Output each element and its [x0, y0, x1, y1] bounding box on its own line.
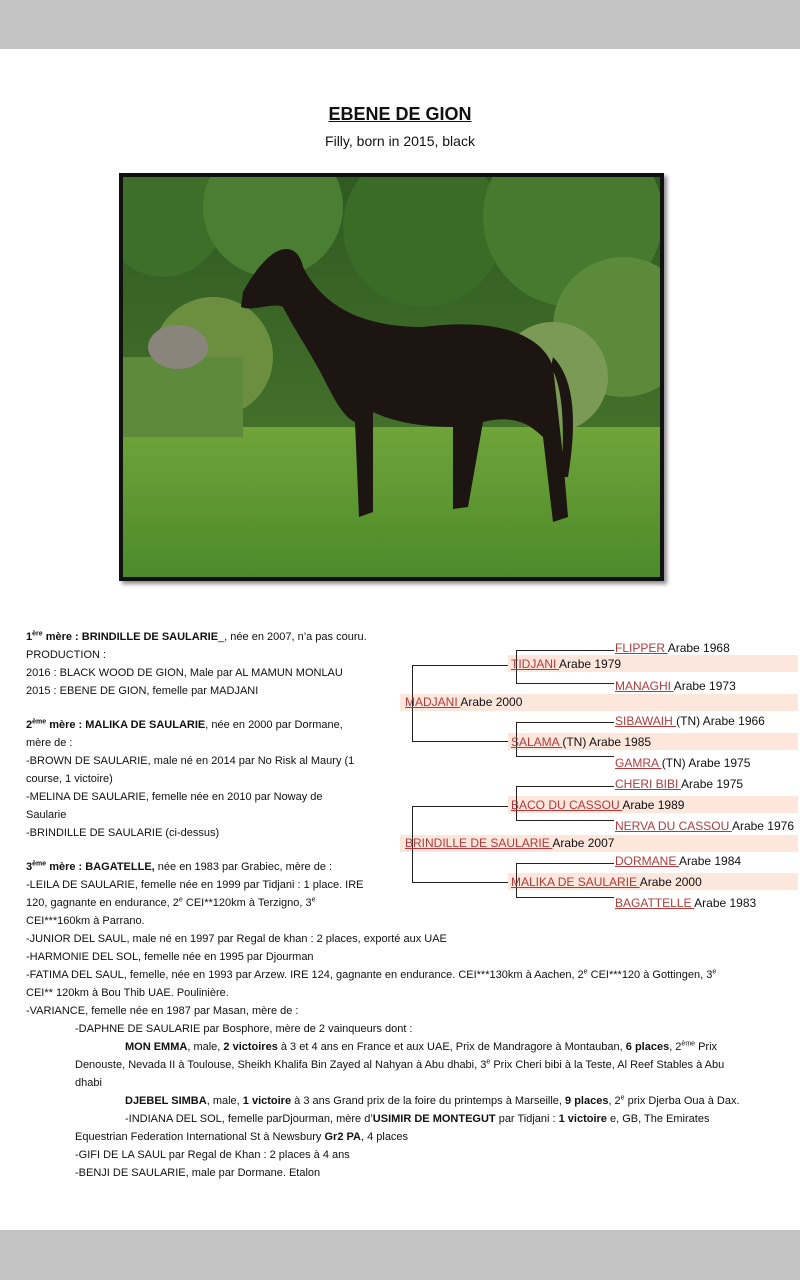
pedigree-link[interactable]: MADJANI: [405, 695, 461, 709]
pedigree-link[interactable]: SALAMA: [511, 735, 563, 749]
pedigree-entry-bagattelle: BAGATTELLE Arabe 1983: [615, 896, 757, 910]
pedigree-entry-dormane: DORMANE Arabe 1984: [615, 854, 742, 868]
dam3-line: CEI** 120km à Bou Thib UAE. Poulinière.: [26, 987, 229, 999]
pedigree-entry-malika: MALIKA DE SAULARIE Arabe 2000: [511, 875, 702, 889]
dam3-line: MON EMMA, male, 2 victoires à 3 et 4 ans en France et aux UAE, Prix de Mandragore à Montauban, 6 places, 2ème Prix: [125, 1040, 718, 1053]
pedigree-entry-baco: BACO DU CASSOU Arabe 1989: [511, 798, 685, 812]
pedigree-link[interactable]: CHERI BIBI: [615, 777, 682, 791]
dam1-heading: 1ère mère : BRINDILLE DE SAULARIE_, née en 2007, n’a pas couru.: [26, 630, 367, 643]
pedigree-link[interactable]: SIBAWAIH: [615, 714, 677, 728]
pedigree-link[interactable]: DORMANE: [615, 854, 680, 868]
pedigree-entry-gamra: GAMRA (TN) Arabe 1975: [615, 756, 751, 770]
pedigree-entry-flipper: FLIPPER Arabe 1968: [615, 641, 730, 655]
dam3-line: -DAPHNE DE SAULARIE par Bosphore, mère de 2 vainqueurs dont :: [75, 1023, 413, 1035]
dam3-line: Denouste, Nevada II à Toulouse, Sheikh Khalifa Bin Zayed al Nahyan à Abu dhabi, 3e Prix Cheri bibi à la Teste, Al Reef Stables à Abu: [75, 1058, 725, 1071]
pedigree-entry-brindille: BRINDILLE DE SAULARIE Arabe 2007: [405, 836, 615, 850]
horse-name-title: EBENE DE GION: [328, 104, 472, 124]
dam3-line: 120, gagnante en endurance, 2e CEI**120km à Terzigno, 3e: [26, 896, 316, 909]
dam3-line: CEI***160km à Parrano.: [26, 915, 145, 927]
pedigree-link[interactable]: TIDJANI: [511, 657, 560, 671]
horse-photo: [119, 173, 664, 581]
pedigree-link[interactable]: FLIPPER: [615, 641, 668, 655]
pedigree-entry-madjani: MADJANI Arabe 2000: [405, 695, 523, 709]
dam2-line: Saularie: [26, 809, 67, 821]
pedigree-link[interactable]: GAMRA: [615, 756, 662, 770]
dam3-line: -LEILA DE SAULARIE, femelle née en 1999 par Tidjani : 1 place. IRE: [26, 879, 364, 891]
pedigree-link[interactable]: BACO DU CASSOU: [511, 798, 623, 812]
dam3-line: -HARMONIE DEL SOL, femelle née en 1995 par Djourman: [26, 951, 314, 963]
dam3-line: Equestrian Federation International St à Newsbury Gr2 PA, 4 places: [75, 1131, 409, 1143]
pedigree-entry-sibawaih: SIBAWAIH (TN) Arabe 1966: [615, 714, 765, 728]
dam3-heading: 3ème mère : BAGATELLE, née en 1983 par Grabiec, mère de :: [26, 860, 333, 873]
pedigree-link[interactable]: BRINDILLE DE SAULARIE: [405, 836, 553, 850]
dam3-line: DJEBEL SIMBA, male, 1 victoire à 3 ans Grand prix de la foire du printemps à Marseille, 9 places, 2e prix Djerba Oua à Dax.: [125, 1094, 740, 1107]
dam3-line: -INDIANA DEL SOL, femelle parDjourman, mère d’USIMIR DE MONTEGUT par Tidjani : 1 victoire e, GB, The Emirates: [125, 1113, 710, 1125]
pedigree-entry-managhi: MANAGHI Arabe 1973: [615, 679, 736, 693]
dam2-line: -BRINDILLE DE SAULARIE (ci-dessus): [26, 827, 220, 839]
dam1-production-item: 2015 : EBENE DE GION, femelle par MADJANI: [26, 685, 259, 697]
dam2-line: -MELINA DE SAULARIE, femelle née en 2010 par Noway de: [26, 791, 323, 803]
dam3-line: -BENJI DE SAULARIE, male par Dormane. Etalon: [75, 1167, 321, 1179]
document-page: [0, 49, 800, 1230]
pedigree-entry-cheri-bibi: CHERI BIBI Arabe 1975: [615, 777, 744, 791]
horse-photo-icon: [123, 177, 660, 577]
pedigree-link[interactable]: BAGATTELLE: [615, 896, 695, 910]
dam3-line: -GIFI DE LA SAUL par Regal de Khan : 2 places à 4 ans: [75, 1149, 350, 1161]
pedigree-link[interactable]: MALIKA DE SAULARIE: [511, 875, 640, 889]
dam2-line: -BROWN DE SAULARIE, male né en 2014 par No Risk al Maury (1: [26, 755, 355, 767]
dam3-line: -FATIMA DEL SAUL, femelle, née en 1993 par Arzew. IRE 124, gagnante en endurance. CEI***130km à Aachen, 2e CEI***120 à Gottingen, 3e: [26, 968, 717, 981]
dam3-line: -VARIANCE, femelle née en 1987 par Masan, mère de :: [26, 1005, 299, 1017]
dam1-production-item: 2016 : BLACK WOOD DE GION, Male par AL MAMUN MONLAU: [26, 667, 343, 679]
dam2-line: course, 1 victoire): [26, 773, 113, 785]
pedigree-link[interactable]: MANAGHI: [615, 679, 674, 693]
pedigree-entry-nerva: NERVA DU CASSOU Arabe 1976: [615, 819, 794, 833]
pedigree-entry-salama: SALAMA (TN) Arabe 1985: [511, 735, 652, 749]
pedigree-link[interactable]: NERVA DU CASSOU: [615, 819, 732, 833]
dam2-heading: 2ème mère : MALIKA DE SAULARIE, née en 2000 par Dormane,: [26, 718, 343, 731]
dam3-line: -JUNIOR DEL SAUL, male né en 1997 par Regal de khan : 2 places, exporté aux UAE: [26, 933, 447, 945]
horse-subtitle: Filly, born in 2015, black: [325, 133, 475, 149]
dam2-line: mère de :: [26, 737, 73, 749]
pedigree-entry-tidjani: TIDJANI Arabe 1979: [511, 657, 622, 671]
dam3-line: dhabi: [75, 1077, 102, 1089]
dam1-production-label: PRODUCTION :: [26, 649, 107, 661]
